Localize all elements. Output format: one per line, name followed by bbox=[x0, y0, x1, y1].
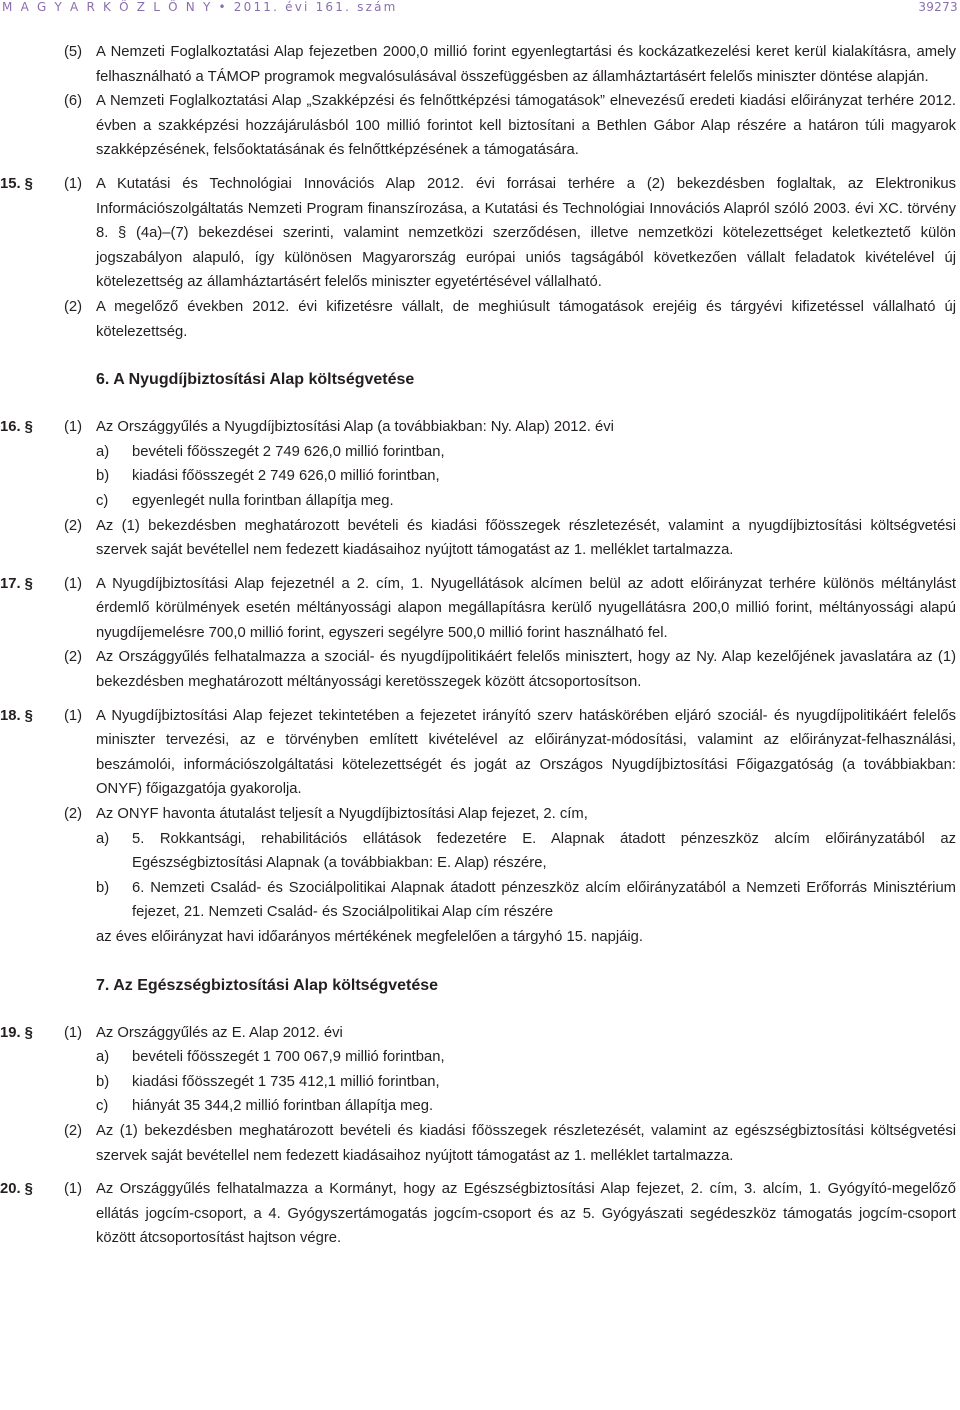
journal-title: M A G Y A R K Ö Z L Ö N Y • 2011. évi 161. szám bbox=[2, 0, 398, 14]
list-letter: b) bbox=[96, 468, 110, 485]
paragraph-text: Az (1) bekezdésben meghatározott bevételi és kiadási főösszegek részletezését, valamint a nyugdíjbiztosítási költségvetési szervek saját bevétellel nem fedezett kiadásaihoz nyújtott támogatást az 1. melléklet tartalmazza. bbox=[96, 517, 956, 559]
paragraph-text: A Kutatási és Technológiai Innovációs Alap 2012. évi forrásai terhére a (2) bekezdésben foglaltak, az Elektronikus Információszolgáltatás Nemzeti Program finanszírozása, a Kutatási és Technológiai Innovációs Alapról szóló 2003. évi XC. törvény 8. § (4a)–(7) bekezdései szerinti, valamint nemzetközi szerződésen, illetve nemzetközi kötelezettséget keletkeztető külön jogszabályon alapuló, így különösen Magyarország európai uniós tagságából következően vállalt feladatok kivételével új kötelezettség az államháztartásért felelős miniszter egyetértésével vállalható. bbox=[96, 175, 956, 291]
closing-text: az éves előirányzat havi időarányos mértékének megfelelően a tárgyhó 15. napjáig. bbox=[96, 929, 643, 945]
list-item bbox=[96, 464, 960, 489]
paragraph-number: (2) bbox=[64, 298, 83, 315]
paragraph-text: Az Országgyűlés az E. Alap 2012. évi bbox=[96, 1024, 343, 1041]
paragraph-number: (1) bbox=[64, 575, 83, 592]
paragraph-text: Az (1) bekezdésben meghatározott bevételi és kiadási főösszegek részletezését, valamint az egészségbiztosítási költségvetési szervek saját bevétellel nem fedezett kiadásaihoz nyújtott támogatást az 1. melléklet tartalmazza. bbox=[96, 1122, 956, 1164]
list-text: kiadási főösszegét 1 735 412,1 millió forintban, bbox=[132, 1073, 440, 1090]
list-item bbox=[96, 1070, 960, 1095]
list-text: 5. Rokkantsági, rehabilitációs ellátások fedezetére E. Alapnak átadott pénzeszköz alcím előirányzatából az Egészségbiztosítási Alapnak (a továbbiakban: E. Alap) részére, bbox=[132, 830, 956, 872]
list-letter: b) bbox=[96, 879, 110, 896]
paragraph-text: Az Országgyűlés felhatalmazza a Kormányt, hogy az Egészségbiztosítási Alap fejezet, 2. cím, 3. alcím, 1. Gyógyító-megelőző ellátás jogcím-csoport, a 4. Gyógyszertámogatás jogcím-csoport és az 5. Gyógyászati segédeszköz támogatás jogcím-csoport között átcsoportosítást hajtson végre. bbox=[96, 1181, 956, 1247]
list-item bbox=[96, 440, 960, 465]
list-item bbox=[96, 489, 960, 514]
paragraph-number: (2) bbox=[64, 1122, 83, 1139]
list-text: egyenlegét nulla forintban állapítja meg. bbox=[132, 492, 394, 509]
list-text: bevételi főösszegét 2 749 626,0 millió forintban, bbox=[132, 443, 445, 460]
paragraph-text: Az Országgyűlés felhatalmazza a szociál- és nyugdíjpolitikáért felelős minisztert, hogy az Ny. Alap kezelőjének javaslatára az (1) bekezdésben meghatározott méltányossági keretösszegek között átcsoportosítson. bbox=[96, 649, 956, 691]
document-body bbox=[0, 40, 960, 1251]
list-item bbox=[96, 1045, 960, 1070]
section-17-paragraph-1 bbox=[0, 572, 960, 646]
section-15-paragraph-2 bbox=[0, 295, 960, 344]
section-number: 17. § bbox=[0, 575, 33, 592]
paragraph-number: (2) bbox=[64, 649, 83, 666]
section-18-paragraph-2 bbox=[0, 802, 960, 827]
list-text: hiányát 35 344,2 millió forintban állapítja meg. bbox=[132, 1098, 434, 1115]
paragraph-text: A megelőző években 2012. évi kifizetésre vállalt, de meghiúsult támogatások erejéig és tárgyévi kifizetéssel vállalható új kötelezettség. bbox=[96, 298, 956, 340]
list-letter: a) bbox=[96, 830, 110, 847]
list-letter: a) bbox=[96, 1049, 110, 1066]
section-15-paragraph-1 bbox=[0, 172, 960, 295]
running-header bbox=[0, 0, 960, 16]
chapter-heading-6: 6. A Nyugdíjbiztosítási Alap költségvetése bbox=[96, 371, 415, 389]
list-letter: b) bbox=[96, 1073, 110, 1090]
list-letter: c) bbox=[96, 1098, 109, 1115]
section-17-paragraph-2 bbox=[0, 645, 960, 694]
paragraph-text: Az ONYF havonta átutalást teljesít a Nyugdíjbiztosítási Alap fejezet, 2. cím, bbox=[96, 806, 588, 823]
paragraph-number: (1) bbox=[64, 707, 83, 724]
paragraph-text: A Nemzeti Foglalkoztatási Alap fejezetben 2000,0 millió forint egyenlegtartási és kockázatkezelési keret kerül kialakításra, amely felhasználható a TÁMOP programok megvalósulásával összefüggésben az államháztartásért felelős miniszter döntése alapján. bbox=[96, 44, 956, 85]
section-16-paragraph-2 bbox=[0, 514, 960, 563]
section-number: 16. § bbox=[0, 419, 33, 436]
list-letter: a) bbox=[96, 443, 110, 460]
page-number: 39273 bbox=[918, 0, 958, 14]
list-text: bevételi főösszegét 1 700 067,9 millió forintban, bbox=[132, 1049, 445, 1066]
list-letter: c) bbox=[96, 492, 109, 509]
section-19-paragraph-1 bbox=[0, 1021, 960, 1046]
paragraph-text: Az Országgyűlés a Nyugdíjbiztosítási Alap (a továbbiakban: Ny. Alap) 2012. évi bbox=[96, 419, 614, 436]
paragraph-number: (2) bbox=[64, 806, 83, 823]
paragraph-text: A Nemzeti Foglalkoztatási Alap „Szakképzési és felnőttképzési támogatások” elnevezésű eredeti kiadási előirányzat terhére 2012. évben a szakképzési hozzájárulásból 100 millió forintot kell biztosítani a Bethlen Gábor Alap részére a határon túli magyarok szakképzésének, felsőoktatásának és felnőttképzésének a támogatására. bbox=[96, 93, 956, 159]
section-number: 18. § bbox=[0, 707, 33, 724]
section-number: 15. § bbox=[0, 175, 33, 192]
list-item bbox=[96, 876, 960, 925]
list-item bbox=[96, 1094, 960, 1119]
paragraph-6 bbox=[0, 89, 960, 163]
section-number: 19. § bbox=[0, 1024, 33, 1041]
paragraph-number: (5) bbox=[64, 44, 83, 60]
section-number: 20. § bbox=[0, 1181, 33, 1198]
chapter-heading-7: 7. Az Egészségbiztosítási Alap költségvetése bbox=[96, 976, 439, 994]
paragraph-number: (6) bbox=[64, 93, 83, 110]
paragraph-number: (1) bbox=[64, 1181, 83, 1198]
section-19-paragraph-2 bbox=[0, 1119, 960, 1168]
paragraph-5 bbox=[0, 40, 960, 89]
section-16-paragraph-1 bbox=[0, 415, 960, 440]
list-text: 6. Nemzeti Család- és Szociálpolitikai Alapnak átadott pénzeszköz alcím előirányzatából a Nemzeti Erőforrás Minisztérium fejezet, 21. Nemzeti Család- és Szociálpolitikai Alap cím részére bbox=[132, 879, 956, 921]
paragraph-number: (1) bbox=[64, 1024, 83, 1041]
paragraph-text: A Nyugdíjbiztosítási Alap fejezet tekintetében a fejezetet irányító szerv hatáskörében eljáró szociál- és nyugdíjpolitikáért felelős miniszter tervezési, az e törvényben említett kivételével az előirányzat-módosítási, valamint az előirányzat-felhasználási, beszámolói, információszolgáltatási kötelezettségét és jogát az Országos Nyugdíjbiztosítási Főigazgatóság (a továbbiakban: ONYF) főigazgatója gyakorolja. bbox=[96, 707, 956, 798]
section-18-paragraph-1 bbox=[0, 704, 960, 802]
paragraph-number: (1) bbox=[64, 175, 83, 192]
list-text: kiadási főösszegét 2 749 626,0 millió forintban, bbox=[132, 468, 440, 485]
paragraph-number: (1) bbox=[64, 419, 83, 436]
paragraph-number: (2) bbox=[64, 517, 83, 534]
list-item bbox=[96, 827, 960, 876]
paragraph-text: A Nyugdíjbiztosítási Alap fejezetnél a 2. cím, 1. Nyugellátások alcímen belül az adott előirányzat terhére különös méltánylást érdemlő körülmények esetén méltányossági alapon megállapításra kerülő nyugellátásra 200,0 millió forint, méltányossági alapú nyugdíjemelésre 700,0 millió forint, egyszeri segélyre 500,0 millió forint használható fel. bbox=[96, 575, 956, 641]
section-20-paragraph-1 bbox=[0, 1177, 960, 1251]
